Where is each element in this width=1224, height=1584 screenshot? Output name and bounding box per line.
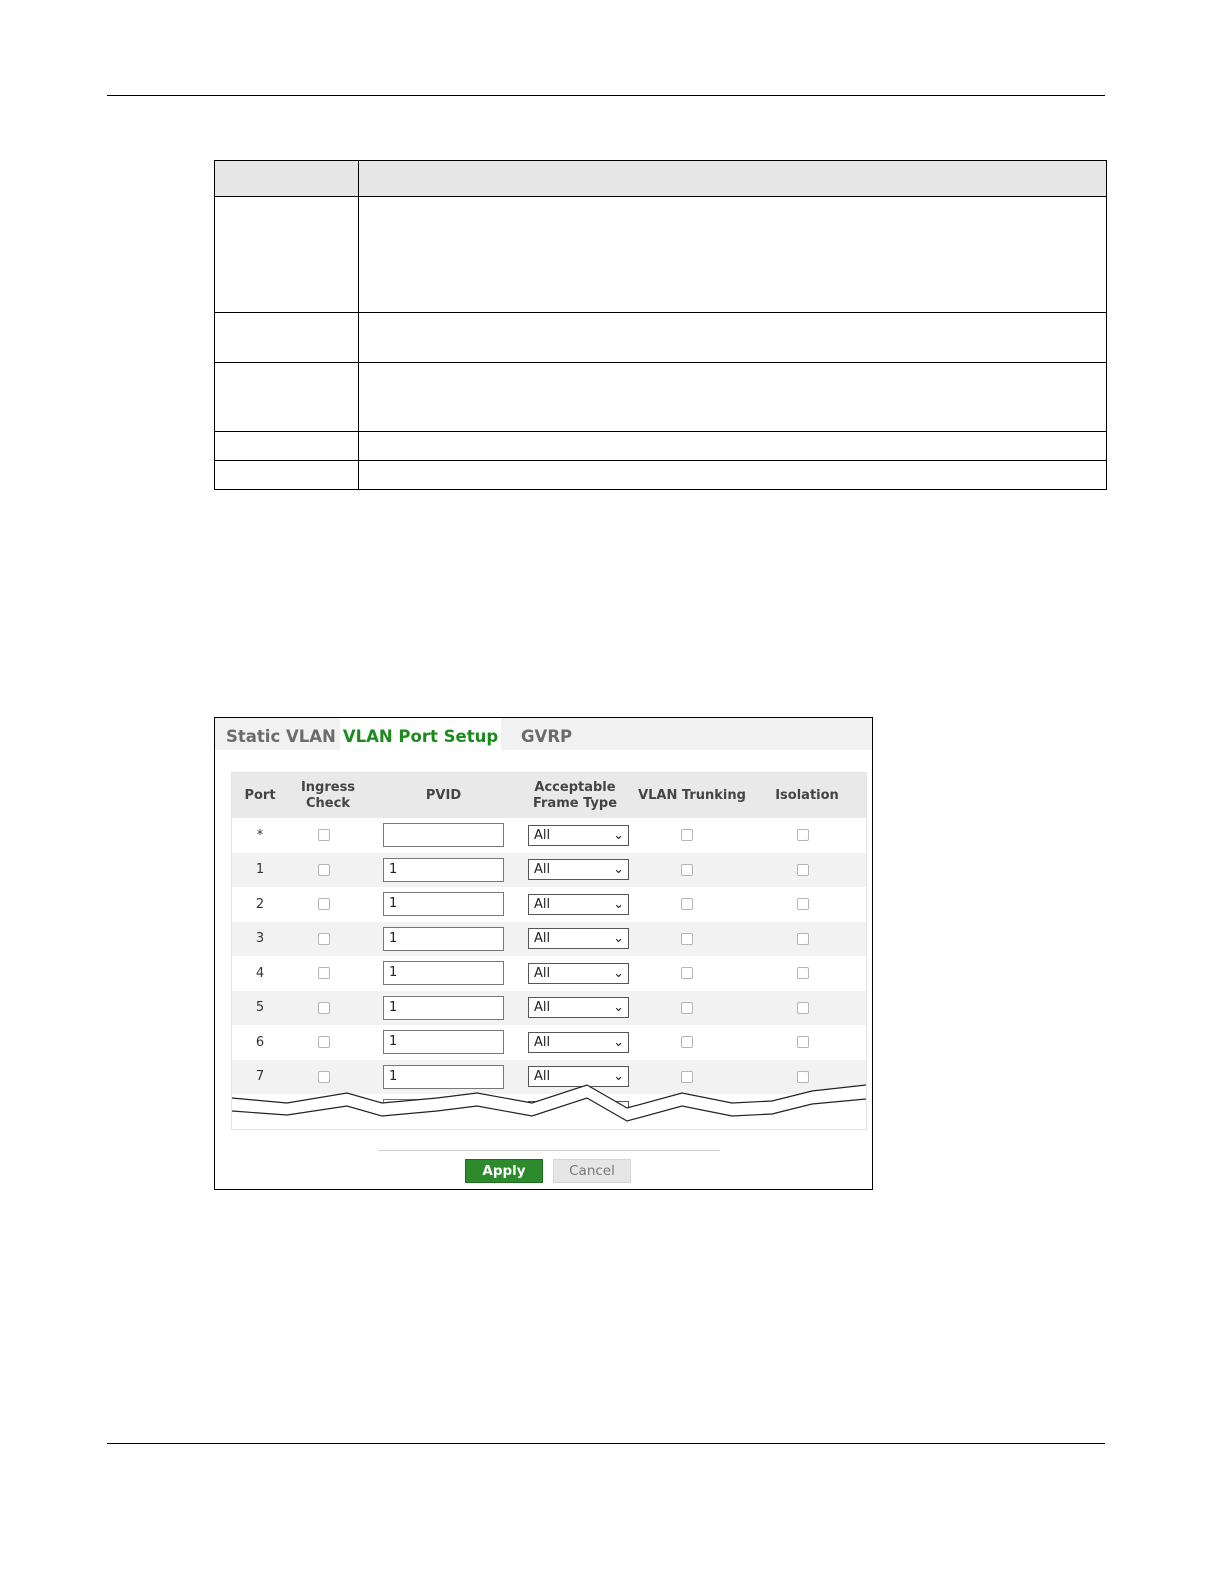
column-header-isolation: Isolation [775,787,839,803]
chevron-down-icon: ⌄ [613,862,624,877]
reference-table-row [215,363,1107,432]
tab-gvrp[interactable]: GVRP [521,727,573,746]
port-number: 4 [255,965,265,981]
column-header-port: Port [244,787,276,803]
frame-type-value: All [534,827,551,843]
chevron-down-icon: ⌄ [613,1034,624,1050]
pvid-input[interactable]: 1 [383,996,504,1020]
vlan-port-setup-screen [214,717,873,1190]
tab-vlan-port-setup[interactable]: VLAN Port Setup [340,718,501,750]
column-header-acceptable-frame-type: Acceptable Frame Type [532,779,618,811]
frame-type-value: All [534,1000,551,1015]
column-header-pvid: PVID [425,787,462,803]
pvid-input[interactable]: 1 [383,927,504,951]
port-number: 1 [255,862,265,877]
pvid-input[interactable]: 1 [383,961,504,985]
port-number: 6 [255,1034,265,1050]
page-footer-rule [107,1443,1105,1444]
pvid-input[interactable]: 1 [383,1065,504,1089]
reference-table-header [215,161,1107,197]
page-header-rule [107,95,1105,96]
port-setup-table [231,772,867,1130]
frame-type-value: All [534,1069,551,1084]
apply-button[interactable]: Apply [465,1159,543,1183]
chevron-down-icon: ⌄ [613,1069,624,1084]
column-header-ingress-check: Ingress Check [300,779,356,811]
pvid-input[interactable]: 1 [383,858,504,882]
tab-static-vlan[interactable]: Static VLAN [226,727,336,746]
port-number: 3 [255,931,265,946]
table-break-mark [232,773,866,1129]
reference-table [214,160,1107,490]
port-number: 5 [255,1000,265,1015]
frame-type-value: All [534,862,551,877]
frame-type-value: All [534,1034,551,1050]
reference-table-row [215,313,1107,363]
chevron-down-icon: ⌄ [613,965,624,981]
tab-bar [215,718,872,750]
reference-table-row [215,197,1107,313]
button-separator [378,1150,720,1151]
chevron-down-icon: ⌄ [613,896,624,912]
port-number: 7 [255,1069,265,1084]
break-mask [232,1085,866,1129]
reference-table-row [215,432,1107,461]
reference-table-row [215,461,1107,490]
pvid-input[interactable]: 1 [383,1030,504,1054]
cancel-button[interactable]: Cancel [553,1159,631,1183]
frame-type-value: All [534,965,551,981]
pvid-input[interactable]: 1 [383,892,504,916]
chevron-down-icon: ⌄ [613,827,624,843]
port-number: 2 [255,896,265,912]
chevron-down-icon: ⌄ [613,1000,624,1015]
frame-type-value: All [534,931,551,946]
port-number: * [256,827,264,843]
column-header-vlan-trunking: VLAN Trunking [638,787,746,803]
frame-type-value: All [534,896,551,912]
chevron-down-icon: ⌄ [613,931,624,946]
